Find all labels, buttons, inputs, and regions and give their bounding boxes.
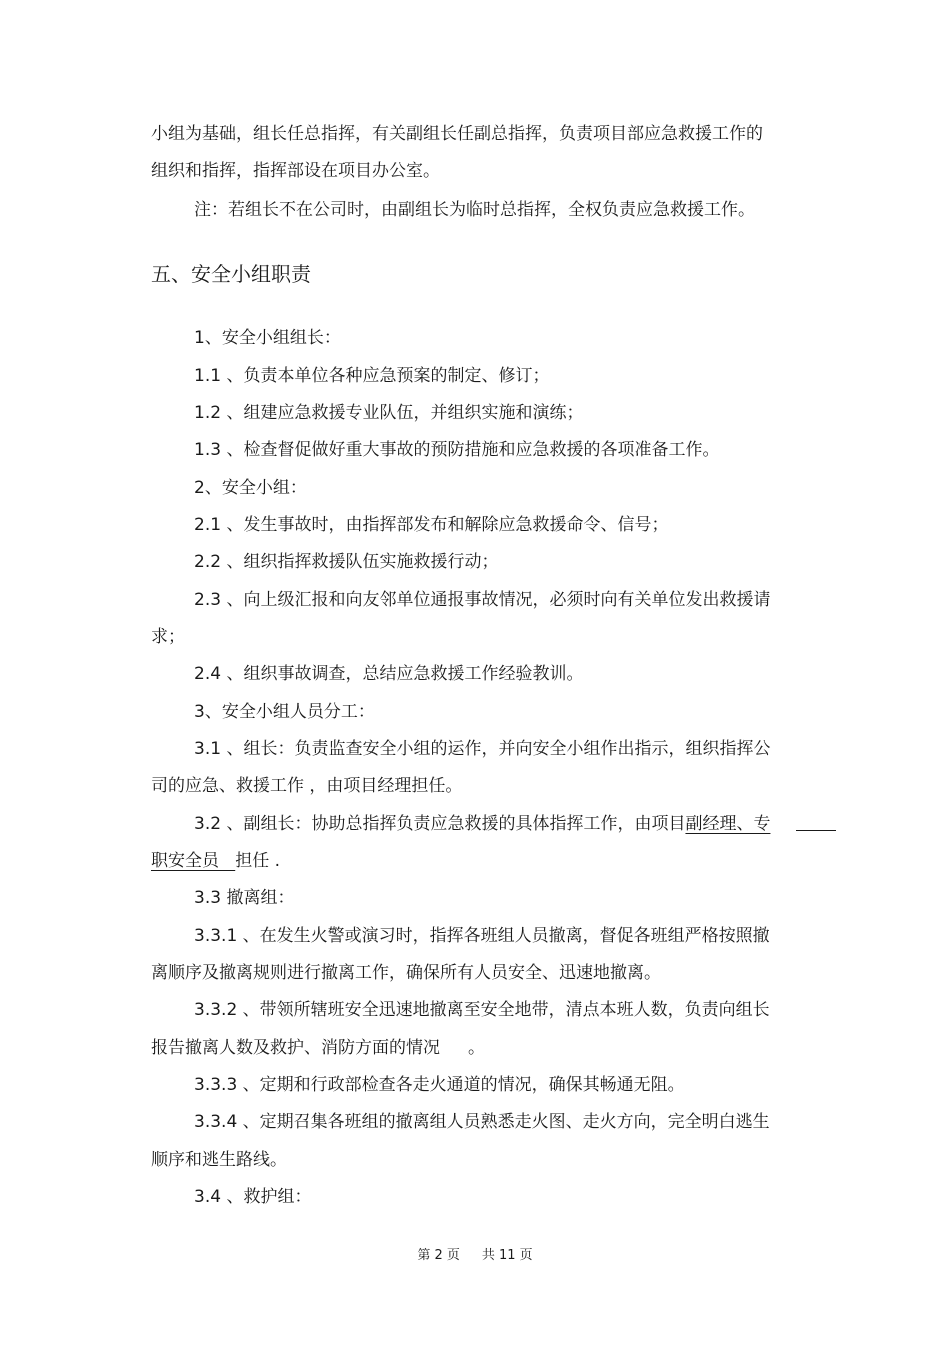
item-heading: 2、安全小组： xyxy=(194,478,307,498)
list-item: 1.3 、检查督促做好重大事故的预防措施和应急救援的各项准备工作。 xyxy=(194,440,720,460)
list-item: 1.2 、组建应急救援专业队伍，并组织实施和演练； xyxy=(194,403,584,423)
page-number: 第 2 页 xyxy=(417,1248,460,1263)
list-item-continuation: 司的应急、救援工作 ，由项目经理担任。 xyxy=(151,776,463,796)
underline-rule xyxy=(796,830,836,831)
list-item: 3.3.4 、定期召集各班组的撤离组人员熟悉走火图、走火方向，完全明白逃生 xyxy=(194,1112,770,1132)
item-heading: 1、安全小组组长： xyxy=(194,328,341,348)
page-footer xyxy=(0,1247,950,1265)
item-heading: 3.4 、救护组： xyxy=(194,1187,312,1207)
list-item: 3.3.1 、在发生火警或演习时，指挥各班组人员撤离，督促各班组严格按照撤 xyxy=(194,926,770,946)
list-item: 3.3.3 、定期和行政部检查各走火通道的情况，确保其畅通无阻。 xyxy=(194,1075,685,1095)
note-line: 注：若组长不在公司时，由副组长为临时总指挥，全权负责应急救援工作。 xyxy=(194,200,755,220)
paragraph-line: 小组为基础，组长任总指挥，有关副组长任副总指挥，负责项目部应急救援工作的 xyxy=(151,124,763,144)
item-heading: 3.3 撤离组： xyxy=(194,888,295,908)
section-heading: 五、安全小组职责 xyxy=(151,262,311,286)
list-item: 2.2 、组织指挥救援队伍实施救援行动； xyxy=(194,552,499,572)
list-item-continuation xyxy=(151,1036,485,1060)
page-total: 共 11 页 xyxy=(481,1248,533,1263)
text-run: 担任 . xyxy=(235,851,281,871)
underlined-text: 职安全员 xyxy=(151,851,219,871)
text-run: 。 xyxy=(468,1038,485,1058)
list-item: 1.1 、负责本单位各种应急预案的制定、修订； xyxy=(194,366,550,386)
list-item-continuation: 求； xyxy=(151,627,185,647)
list-item-continuation xyxy=(151,849,280,873)
list-item: 2.3 、向上级汇报和向友邻单位通报事故情况，必须时向有关单位发出救援请 xyxy=(194,590,771,610)
list-item: 2.4 、组织事故调查，总结应急救援工作经验教训。 xyxy=(194,664,584,684)
list-item-continuation: 离顺序及撤离规则进行撤离工作，确保所有人员安全、迅速地撤离。 xyxy=(151,963,661,983)
list-item-continuation: 顺序和逃生路线。 xyxy=(151,1150,287,1170)
list-item: 3.3.2 、带领所辖班安全迅速地撤离至安全地带，清点本班人数，负责向组长 xyxy=(194,1000,770,1020)
item-heading: 3、安全小组人员分工： xyxy=(194,702,375,722)
text-run: 报告撤离人数及救护、消防方面的情况 xyxy=(151,1038,440,1058)
list-item: 3.1 、组长：负责监查安全小组的运作，并向安全小组作出指示，组织指挥公 xyxy=(194,739,771,759)
underline-gap xyxy=(219,851,235,871)
paragraph-line: 组织和指挥，指挥部设在项目办公室。 xyxy=(151,161,440,181)
underlined-text: 副经理、专 xyxy=(685,814,771,834)
list-item: 2.1 、发生事故时，由指挥部发布和解除应急救援命令、信号； xyxy=(194,515,669,535)
text-run: 3.2 、副组长：协助总指挥负责应急救援的具体指挥工作，由项目 xyxy=(194,814,686,834)
list-item xyxy=(194,812,770,836)
